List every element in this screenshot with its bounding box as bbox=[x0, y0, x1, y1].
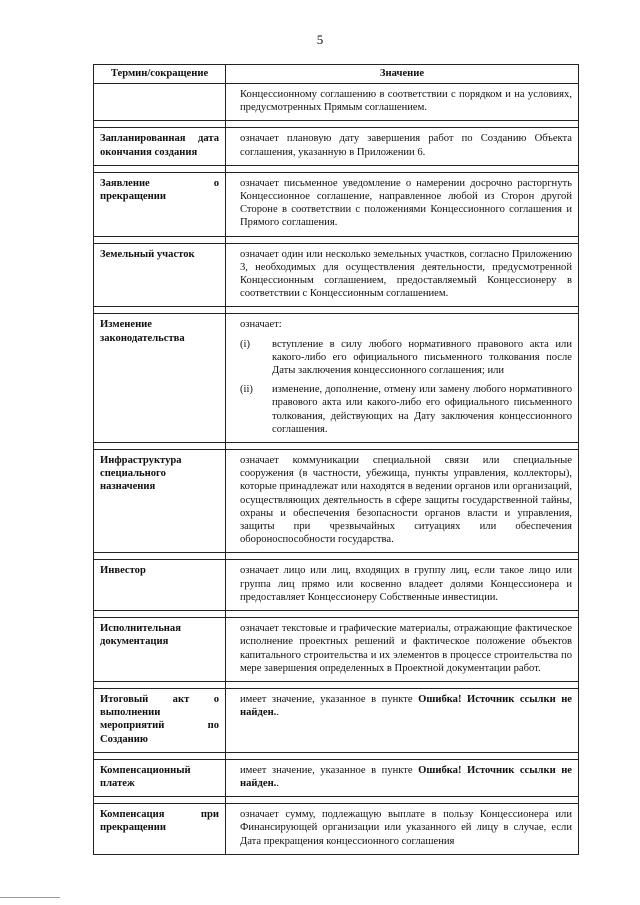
list-item bbox=[240, 338, 572, 378]
value-cell: означает коммуникации специальной связи или специальные сооружения (в частности, убежища, пункты управления, коллекторы), которые принадлежат или находятся в ведении органов или организаций, осуществляющих деятельность в сфере защиты государственной тайны, охраны и обеспечения безопасности органов власти и управления, защиты при чрезвычайных ситуациях или обеспечения обороноспособности государства. bbox=[226, 450, 579, 553]
term-cell: Инвестор bbox=[94, 560, 226, 611]
list-item bbox=[240, 383, 572, 436]
bottom-rule bbox=[0, 897, 60, 898]
header-value: Значение bbox=[226, 65, 579, 84]
list-item-text: вступление в силу любого нормативного правового акта или какого-либо его официального письменного толкования после Даты заключения концессионного соглашения; или bbox=[272, 338, 572, 377]
table-row bbox=[94, 172, 579, 236]
term-cell: Изменение законодательства bbox=[94, 314, 226, 443]
list-item-number: (i) bbox=[240, 338, 250, 350]
value-intro: означает: bbox=[240, 319, 282, 331]
table-row bbox=[94, 84, 579, 121]
table-row bbox=[94, 128, 579, 165]
value-cell: означает сумму, подлежащую выплате в пользу Концессионера или Финансирующей организации или указанного ей лицу в случае, если Дата прекращения концессионного соглашения bbox=[226, 804, 579, 855]
table-row bbox=[94, 804, 579, 855]
table-row bbox=[94, 243, 579, 307]
term-cell: Инфраструктура специального назначения bbox=[94, 450, 226, 553]
table-header-row bbox=[94, 65, 579, 84]
value-cell: означает лицо или лиц, входящих в группу лиц, если такое лицо или группа лиц прямо или косвенно владеет долями Концессионера и предоставляет Концессионеру Собственные инвестиции. bbox=[226, 560, 579, 611]
table-row bbox=[94, 314, 579, 443]
table-row bbox=[94, 688, 579, 752]
list-item-text: изменение, дополнение, отмену или замену любого нормативного правового акта или какого-либо его официального письменного толкования, действующих на Дату заключения концессионного соглашения. bbox=[272, 384, 572, 435]
value-cell bbox=[226, 314, 579, 443]
value-cell: означает письменное уведомление о намерении досрочно расторгнуть Концессионное соглашение, направленное любой из Сторон другой Стороне в соответствии с положениями Концессионного соглашения и Прямого соглашения. bbox=[226, 172, 579, 236]
term-cell: Итоговый акт о выполнении мероприятий по Созданию bbox=[94, 688, 226, 752]
table-row bbox=[94, 560, 579, 611]
reference-error: Ошибка! Источник ссылки не найден. bbox=[240, 764, 572, 789]
table-row bbox=[94, 450, 579, 553]
term-cell: Исполнительная документация bbox=[94, 618, 226, 682]
value-cell bbox=[226, 759, 579, 796]
value-text: имеет значение, указанное в пункте bbox=[240, 693, 419, 705]
value-end: . bbox=[276, 777, 279, 789]
terms-table bbox=[93, 64, 579, 855]
table-row bbox=[94, 759, 579, 796]
term-cell: Земельный участок bbox=[94, 243, 226, 307]
term-cell: Компенсационный платеж bbox=[94, 759, 226, 796]
reference-error: Ошибка! Источник ссылки не найден. bbox=[240, 693, 572, 719]
term-cell: Запланированная дата окончания создания bbox=[94, 128, 226, 165]
value-cell: означает один или несколько земельных участков, согласно Приложению 3, необходимых для осуществления деятельности, предусмотренной Концессионным соглашением, предоставляемый Концессионеру в соответствии с Концессионным соглашением. bbox=[226, 243, 579, 307]
value-cell: означает плановую дату завершения работ по Созданию Объекта соглашения, указанную в Приложении 6. bbox=[226, 128, 579, 165]
value-cell bbox=[226, 688, 579, 752]
header-term: Термин/сокращение bbox=[94, 65, 226, 84]
term-cell: Компенсация при прекращении bbox=[94, 804, 226, 855]
value-end: . bbox=[276, 707, 279, 719]
value-text: имеет значение, указанное в пункте bbox=[240, 764, 419, 776]
page-number: 5 bbox=[316, 32, 324, 47]
term-cell: Заявление о прекращении bbox=[94, 172, 226, 236]
value-cell: Концессионному соглашению в соответствии с порядком и на условиях, предусмотренных Прямым соглашением. bbox=[226, 84, 579, 121]
table-row bbox=[94, 618, 579, 682]
term-cell bbox=[94, 84, 226, 121]
value-cell: означает текстовые и графические материалы, отражающие фактическое исполнение проектных решений и фактическое положение объектов капитального строительства и их элементов в процессе строительства по мере завершения определенных в Проектной документации работ. bbox=[226, 618, 579, 682]
list-item-number: (ii) bbox=[240, 384, 253, 396]
